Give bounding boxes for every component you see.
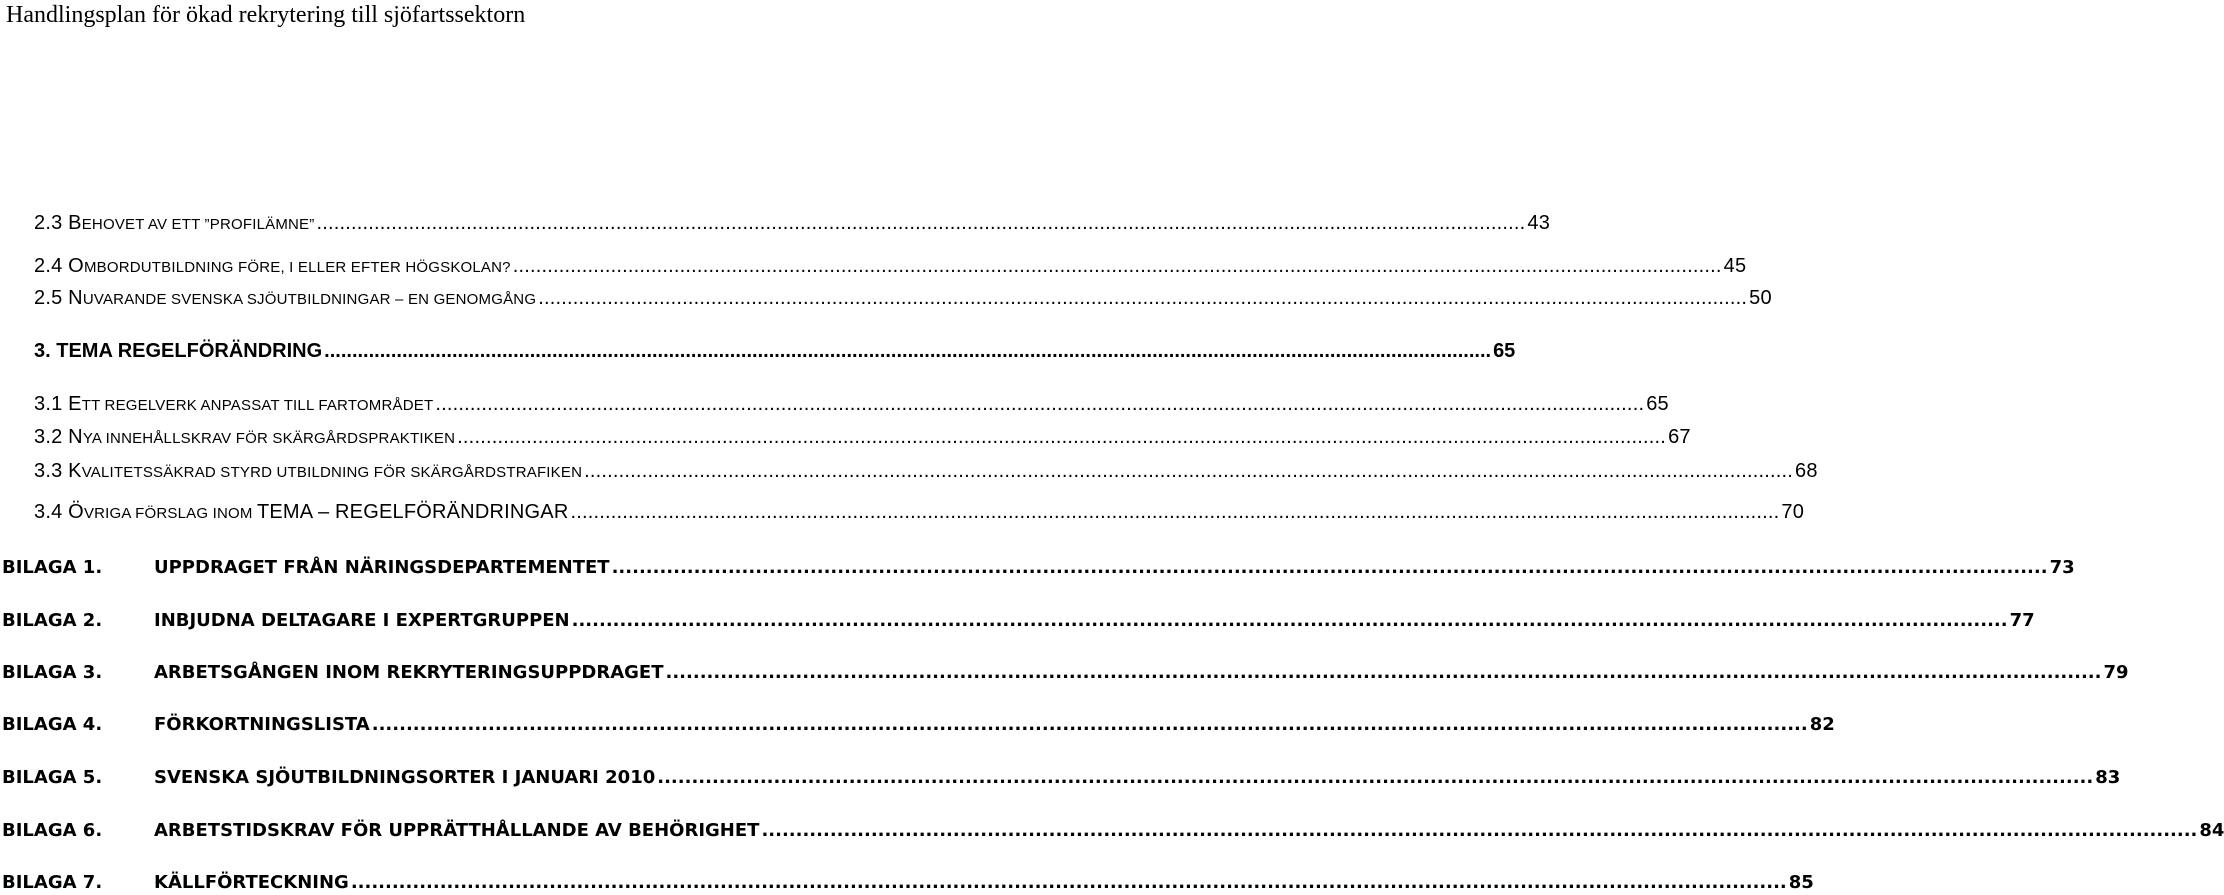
toc-page-number: 50 [1749,287,1772,309]
toc-leader: .................................................................................................................................................................................................................. [657,767,2094,788]
toc-page-number: 82 [1809,714,1835,735]
toc-entry-label: 2.4 OMBORDUTBILDNING FÖRE, I ELLER EFTER HÖGSKOLAN? [34,255,511,277]
toc-entry-label: 3.2 NYA INNEHÅLLSKRAV FÖR SKÄRGÅRDSPRAKTIKEN [34,426,456,448]
toc-leader: .................................................................................................................................................................................................................. [584,460,1794,482]
toc-page-number: 68 [1795,460,1818,482]
toc-entry-3-2[interactable] [34,426,1691,449]
toc-leader: .................................................................................................................................................................................................................. [665,662,2102,683]
toc-entry-label: BILAGA 3. ARBETSGÅNGEN INOM REKRYTERINGSUPPDRAGET [2,662,664,683]
toc-appendix-5[interactable] [2,767,2121,788]
toc-entry-2-3[interactable] [34,212,1551,235]
toc-entry-label: BILAGA 7. KÄLLFÖRTECKNING [2,872,349,893]
toc-page-number: 84 [2199,820,2224,841]
toc-entry-label: BILAGA 1. UPPDRAGET FRÅN NÄRINGSDEPARTEMENTET [2,557,610,578]
toc-leader: .................................................................................................................................................................................................................. [350,872,1787,893]
toc-leader: .................................................................................................................................................................................................................. [538,287,1748,309]
toc-appendix-7[interactable] [2,872,1814,893]
toc-page-number: 73 [2049,557,2075,578]
toc-leader: .................................................................................................................................................................................................................. [371,714,1808,735]
toc-entry-label: BILAGA 4. FÖRKORTNINGSLISTA [2,714,370,735]
document-header: Handlingsplan för ökad rekrytering till sjöfartssektorn [6,2,526,28]
toc-entry-3[interactable] [34,340,1516,363]
toc-entry-label: BILAGA 5. SVENSKA SJÖUTBILDNINGSORTER I JANUARI 2010 [2,767,656,788]
toc-leader: .................................................................................................................................................................................................................. [761,820,2198,841]
toc-leader: .................................................................................................................................................................................................................. [611,557,2048,578]
toc-leader: .................................................................................................................................................................................................................. [571,610,2008,631]
toc-entry-3-4[interactable] [34,501,1805,524]
toc-leader: .................................................................................................................................................................................................................. [512,255,1722,277]
toc-entry-label: BILAGA 6. ARBETSTIDSKRAV FÖR UPPRÄTTHÅLLANDE AV BEHÖRIGHET [2,820,760,841]
toc-entry-label: 3.3 KVALITETSSÄKRAD STYRD UTBILDNING FÖR SKÄRGÅRDSTRAFIKEN [34,460,583,482]
toc-entry-label: BILAGA 2. INBJUDNA DELTAGARE I EXPERTGRUPPEN [2,610,570,631]
toc-entry-label: 2.3 BEHOVET AV ETT ”PROFILÄMNE” [34,212,315,234]
toc-page-number: 67 [1668,426,1691,448]
toc-appendix-2[interactable] [2,610,2035,631]
toc-leader: .................................................................................................................................................................................................................. [316,212,1526,234]
toc-page-number: 85 [1788,872,1814,893]
toc-appendix-4[interactable] [2,714,1835,735]
toc-entry-3-3[interactable] [34,460,1818,483]
toc-appendix-3[interactable] [2,662,2129,683]
toc-leader: .................................................................................................................................................................................................................. [457,426,1667,448]
toc-page-number: 77 [2009,610,2035,631]
toc-entry-2-5[interactable] [34,287,1772,310]
toc-entry-3-1[interactable] [34,393,1669,416]
toc-page-number: 79 [2103,662,2129,683]
toc-leader: .................................................................................................................................................................................................................. [435,393,1645,415]
toc-appendix-1[interactable] [2,557,2075,578]
toc-entry-label: 3.1 ETT REGELVERK ANPASSAT TILL FARTOMRÅDET [34,393,434,415]
toc-leader: .................................................................................................................................................................................................................. [570,501,1780,523]
toc-page-number: 65 [1493,340,1516,362]
toc-page-number: 83 [2095,767,2121,788]
toc-leader: .................................................................................................................................................................................................................. [324,340,1492,362]
toc-page-number: 43 [1527,212,1551,234]
toc-page-number: 45 [1723,255,1747,277]
toc-entry-2-4[interactable] [34,255,1747,278]
toc-page-number: 65 [1646,393,1669,415]
toc-entry-label: 3. TEMA REGELFÖRÄNDRING [34,340,323,362]
toc-appendix-6[interactable] [2,820,2224,841]
toc-page-number: 70 [1781,501,1805,523]
toc-entry-label: 2.5 NUVARANDE SVENSKA SJÖUTBILDNINGAR – EN GENOMGÅNG [34,287,537,309]
toc-entry-label: 3.4 ÖVRIGA FÖRSLAG INOM TEMA – REGELFÖRÄNDRINGAR [34,501,569,523]
